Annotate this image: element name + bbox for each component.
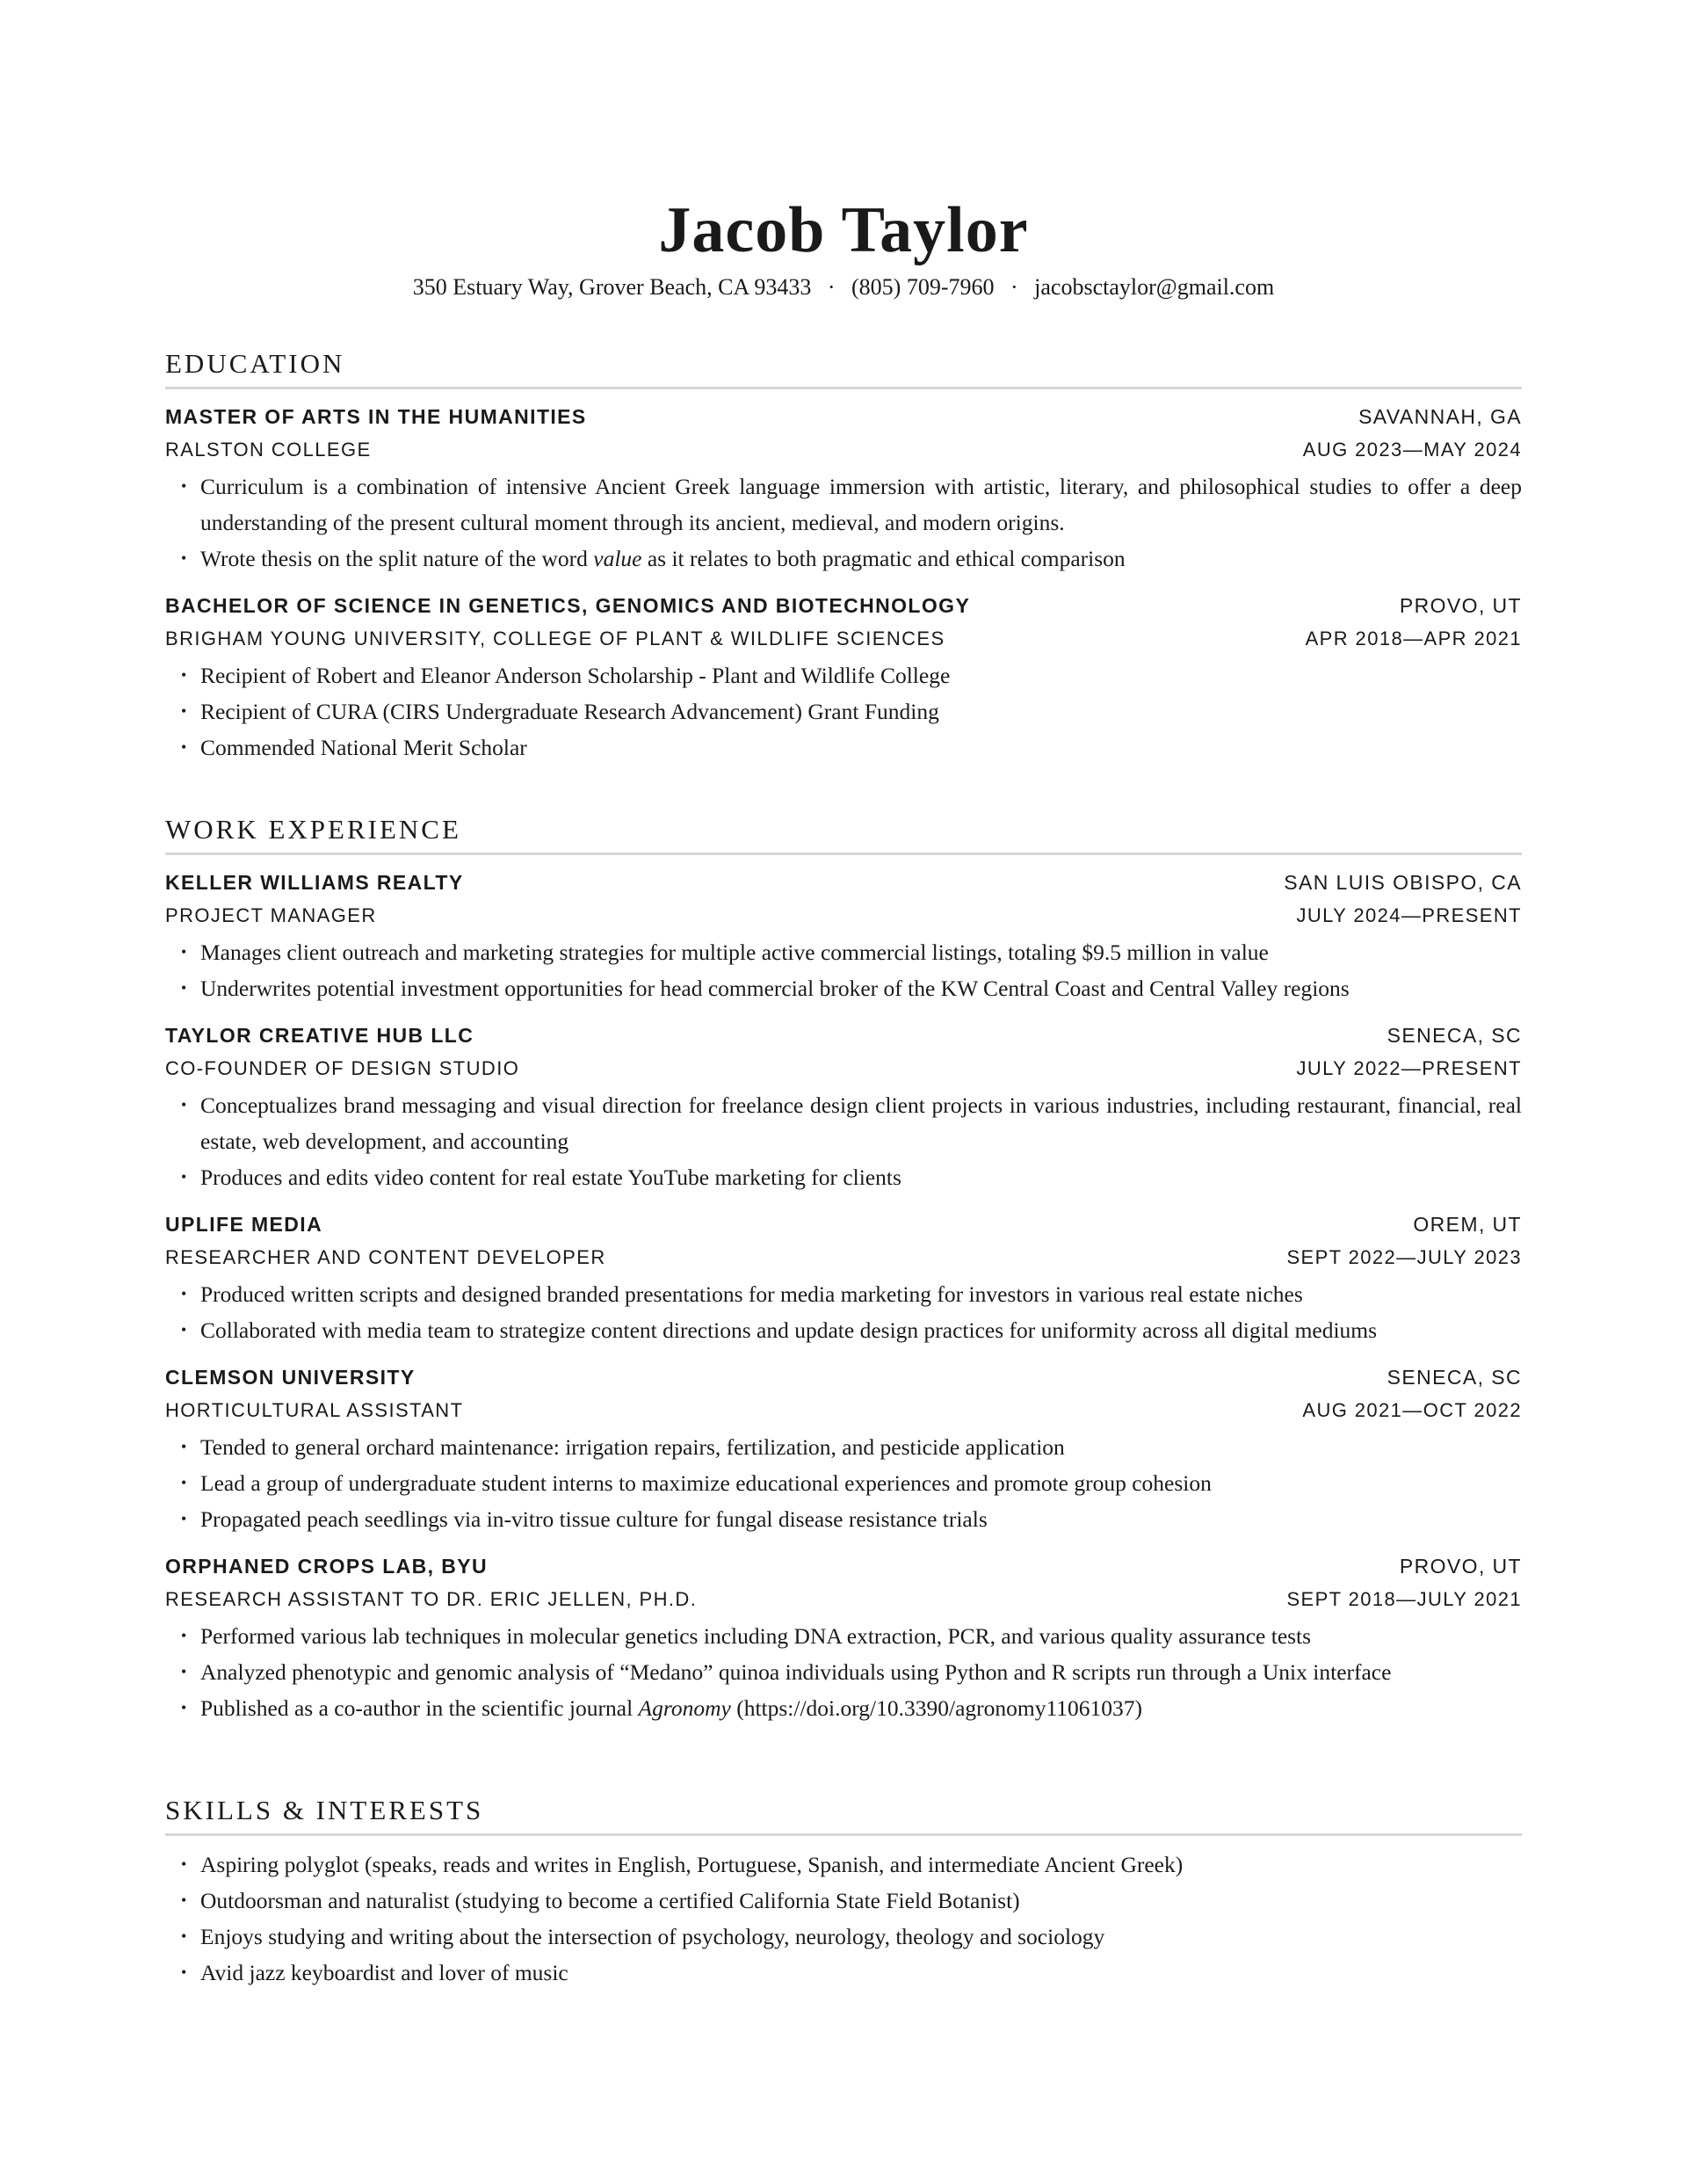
location: SENECA, SC [1387, 1366, 1522, 1389]
work-entry [165, 1360, 1522, 1537]
list-item: • Manages client outreach and marketing strategies for multiple active commercial listings, totaling $9.5 million in value [165, 934, 1522, 970]
list-item: • Analyzed phenotypic and genomic analysis of “Medano” quinoa individuals using Python and R scripts run through a Unix interface [165, 1654, 1522, 1690]
work-entry [165, 1208, 1522, 1348]
location: PROVO, UT [1399, 594, 1522, 617]
list-item: • Collaborated with media team to strategize content directions and update design practices for uniformity across all digital mediums [165, 1312, 1522, 1348]
school: RALSTON COLLEGE [165, 439, 372, 461]
list-item: • Recipient of CURA (CIRS Undergraduate Research Advancement) Grant Funding [165, 693, 1522, 729]
education-section [165, 346, 1522, 778]
email: jacobsctaylor@gmail.com [1034, 274, 1275, 300]
phone: (805) 709-7960 [851, 274, 995, 300]
role: RESEARCH ASSISTANT TO DR. ERIC JELLEN, PH.D. [165, 1588, 698, 1610]
dates: JULY 2024—PRESENT [1296, 904, 1522, 926]
list-item: • Produces and edits video content for real estate YouTube marketing for clients [165, 1159, 1522, 1195]
degree: MASTER OF ARTS IN THE HUMANITIES [165, 405, 587, 428]
bullet-list [165, 1087, 1522, 1195]
emphasis: value [593, 546, 642, 571]
work-entry [165, 1019, 1522, 1195]
journal-name: Agronomy [638, 1695, 731, 1721]
bullet-list [165, 1847, 1522, 1991]
location: SENECA, SC [1387, 1024, 1522, 1047]
list-item: • Curriculum is a combination of intensive Ancient Greek language immersion with artistic, literary, and philosophical studies to offer a deep understanding of the present cultural moment through its ancient, medieval, and modern origins. [165, 468, 1522, 541]
dates: SEPT 2018—JULY 2021 [1286, 1588, 1522, 1610]
list-item: • Tended to general orchard maintenance: irrigation repairs, fertilization, and pesticide application [165, 1429, 1522, 1465]
list-item: • Conceptualizes brand messaging and visual direction for freelance design client projects in various industries, including restaurant, financial, real estate, web development, and accounting [165, 1087, 1522, 1159]
section-title: WORK EXPERIENCE [165, 812, 1522, 855]
role: HORTICULTURAL ASSISTANT [165, 1399, 464, 1421]
dates: AUG 2023—MAY 2024 [1302, 439, 1522, 461]
bullet-list [165, 468, 1522, 577]
bullet-list [165, 657, 1522, 765]
degree: BACHELOR OF SCIENCE IN GENETICS, GENOMICS AND BIOTECHNOLOGY [165, 594, 971, 617]
list-item: • Recipient of Robert and Eleanor Anderson Scholarship - Plant and Wildlife College [165, 657, 1522, 693]
location: OREM, UT [1413, 1213, 1522, 1236]
work-entry [165, 1549, 1522, 1726]
location: PROVO, UT [1399, 1555, 1522, 1578]
list-item: • Produced written scripts and designed branded presentations for media marketing for investors in various real estate niches [165, 1276, 1522, 1312]
organization: TAYLOR CREATIVE HUB LLC [165, 1024, 474, 1047]
list-item: • Wrote thesis on the split nature of the word value as it relates to both pragmatic and ethical comparison [165, 541, 1522, 577]
role: CO-FOUNDER OF DESIGN STUDIO [165, 1057, 520, 1079]
address: 350 Estuary Way, Grover Beach, CA 93433 [412, 274, 812, 300]
location: SAVANNAH, GA [1358, 405, 1522, 428]
dates: SEPT 2022—JULY 2023 [1286, 1246, 1522, 1268]
school: BRIGHAM YOUNG UNIVERSITY, COLLEGE OF PLANT & WILDLIFE SCIENCES [165, 628, 945, 649]
bullet-list [165, 1618, 1522, 1726]
work-experience-section [165, 812, 1522, 1738]
list-item: • Underwrites potential investment opportunities for head commercial broker of the KW Central Coast and Central Valley regions [165, 970, 1522, 1006]
bullet-list [165, 1429, 1522, 1537]
organization: ORPHANED CROPS LAB, BYU [165, 1555, 489, 1578]
organization: KELLER WILLIAMS REALTY [165, 871, 464, 894]
education-entry [165, 589, 1522, 765]
role: RESEARCHER AND CONTENT DEVELOPER [165, 1246, 606, 1268]
work-entry [165, 866, 1522, 1006]
list-item: • Avid jazz keyboardist and lover of music [165, 1955, 1522, 1991]
list-item: • Propagated peach seedlings via in-vitro tissue culture for fungal disease resistance trials [165, 1501, 1522, 1537]
dates: AUG 2021—OCT 2022 [1302, 1399, 1522, 1421]
list-item: • Aspiring polyglot (speaks, reads and writes in English, Portuguese, Spanish, and intermediate Ancient Greek) [165, 1847, 1522, 1883]
section-title: EDUCATION [165, 346, 1522, 389]
list-item: • Outdoorsman and naturalist (studying to become a certified California State Field Botanist) [165, 1883, 1522, 1919]
contact-line [165, 272, 1522, 302]
skills-section [165, 1793, 1522, 1991]
location: SAN LUIS OBISPO, CA [1284, 871, 1522, 894]
list-item: • Commended National Merit Scholar [165, 729, 1522, 765]
role: PROJECT MANAGER [165, 904, 377, 926]
dates: JULY 2022—PRESENT [1296, 1057, 1522, 1079]
list-item: • Performed various lab techniques in molecular genetics including DNA extraction, PCR, and various quality assurance tests [165, 1618, 1522, 1654]
list-item: • Published as a co-author in the scientific journal Agronomy (https://doi.org/10.3390/agronomy11061037) [165, 1690, 1522, 1726]
education-entry [165, 400, 1522, 577]
bullet-list [165, 934, 1522, 1006]
organization: CLEMSON UNIVERSITY [165, 1366, 416, 1389]
list-item: • Enjoys studying and writing about the intersection of psychology, neurology, theology and sociology [165, 1919, 1522, 1955]
candidate-name: Jacob Taylor [658, 194, 1029, 266]
organization: UPLIFE MEDIA [165, 1213, 323, 1236]
list-item: • Lead a group of undergraduate student interns to maximize educational experiences and promote group cohesion [165, 1465, 1522, 1501]
bullet-list [165, 1276, 1522, 1348]
separator: · [1010, 274, 1018, 300]
section-title: SKILLS & INTERESTS [165, 1793, 1522, 1836]
dates: APR 2018—APR 2021 [1305, 628, 1522, 649]
separator: · [827, 274, 836, 300]
